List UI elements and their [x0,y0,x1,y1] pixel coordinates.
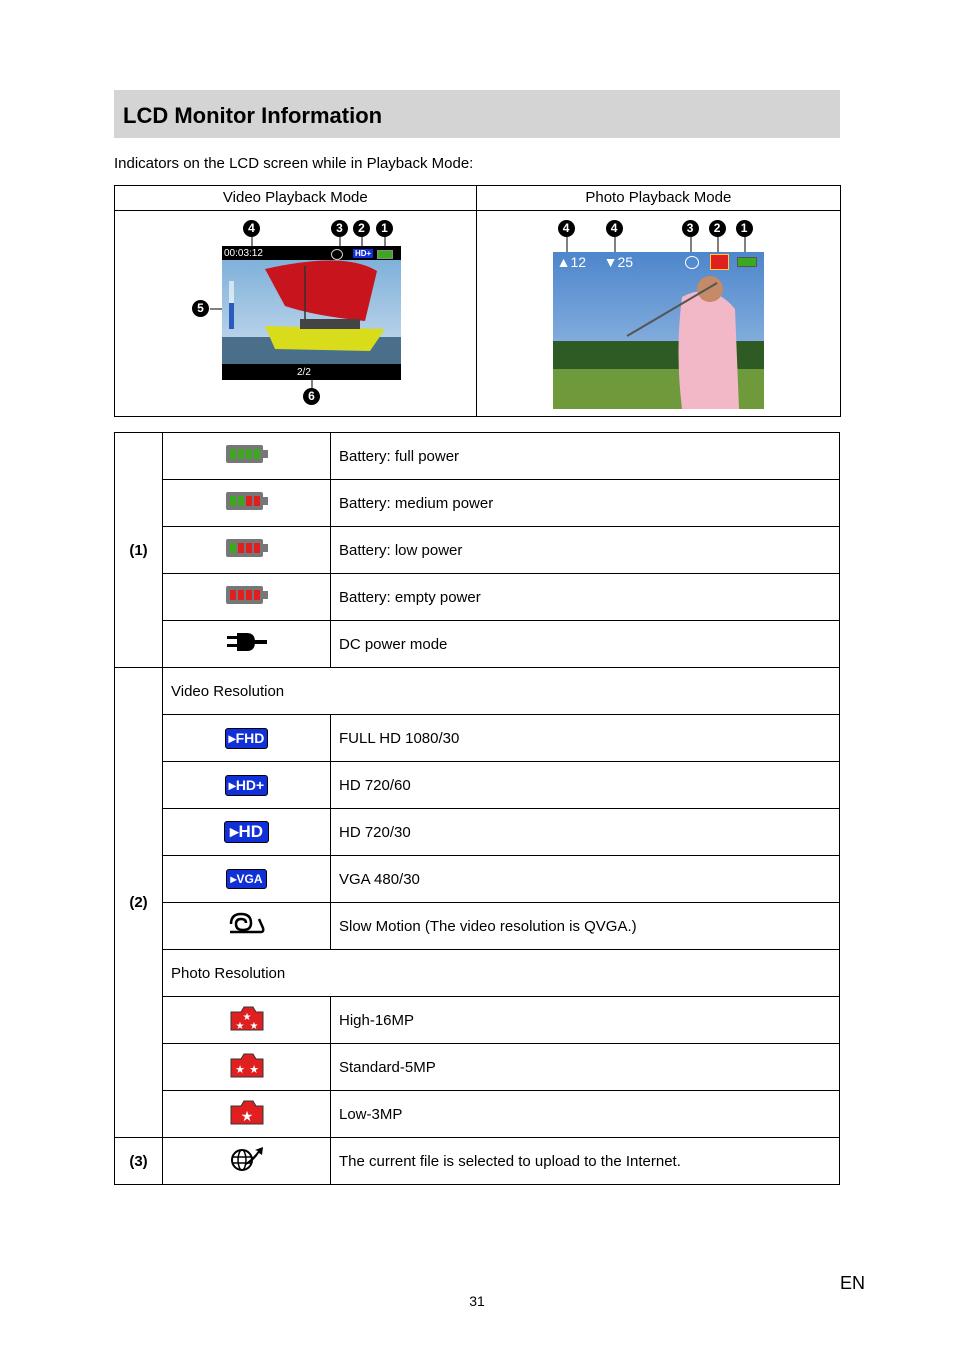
battery-full-icon [737,257,757,267]
page-title: LCD Monitor Information [123,103,383,128]
row-description: VGA 480/30 [331,856,840,903]
table-row [115,950,840,997]
table-row [115,856,840,903]
language-tag: EN [840,1273,866,1293]
svg-text:★: ★ [234,1063,245,1076]
group-label: (1) [115,433,163,668]
table-row [115,997,840,1044]
svg-text:★: ★ [235,1021,244,1032]
battery-full-icon [225,444,269,468]
callout-badge: 2 [709,220,726,237]
table-row [115,1091,840,1138]
row-description: Battery: full power [331,433,840,480]
hd-icon: ▸HD [224,821,269,843]
photo-count-a: ▲12 [556,254,587,270]
row-description: FULL HD 1080/30 [331,715,840,762]
callout-badge: 1 [376,220,393,237]
table-row [115,715,840,762]
video-mode-header: Video Playback Mode [115,186,477,211]
globe-upload-icon [228,1145,266,1177]
vga-icon: ▸VGA [226,869,266,889]
video-res-badge: HD+ [355,249,372,258]
row-description: Battery: medium power [331,480,840,527]
callout-badge: 5 [192,300,209,317]
row-description: Standard-5MP [331,1044,840,1091]
one-star-icon [229,1098,265,1130]
table-row [115,527,840,574]
battery-empty-icon [225,585,269,609]
photo-resolution-heading: Photo Resolution [163,950,840,997]
page-number: 31 [469,1293,485,1309]
callout-badge: 3 [331,220,348,237]
callout-badge: 2 [353,220,370,237]
row-description: High-16MP [331,997,840,1044]
three-star-icon [229,1004,265,1036]
svg-text:★: ★ [249,1021,258,1032]
table-row [115,1044,840,1091]
intro-text: Indicators on the LCD screen while in Playback Mode: [114,155,474,172]
table-row [115,480,840,527]
callout-badge: 4 [243,220,260,237]
callout-badge: 6 [303,388,320,405]
table-row [115,668,840,715]
hd-plus-icon: ▸HD+ [225,775,268,796]
video-screen-image [115,211,477,416]
video-timecode: 00:03:12 [224,248,263,259]
table-row [115,903,840,950]
fhd-icon: ▸FHD [225,728,269,749]
svg-text:★: ★ [242,1012,251,1023]
video-file-counter: 2/2 [297,367,311,378]
battery-low-icon [225,538,269,562]
row-description: HD 720/30 [331,809,840,856]
table-row [115,809,840,856]
playback-modes-table [114,185,841,417]
section-title-bar [114,90,840,138]
row-description: HD 720/60 [331,762,840,809]
row-description: Battery: low power [331,527,840,574]
row-description: Low-3MP [331,1091,840,1138]
battery-full-icon [377,250,393,259]
table-row [115,1138,840,1185]
upload-globe-icon [331,249,343,260]
dc-power-icon [225,631,269,657]
photo-count-b: ▼25 [603,254,634,270]
row-description: Battery: empty power [331,574,840,621]
group-label: (3) [115,1138,163,1185]
photo-mode-header: Photo Playback Mode [476,186,840,211]
svg-text:★: ★ [248,1063,259,1076]
table-row [115,574,840,621]
svg-text:★: ★ [240,1109,253,1125]
indicator-icons-table [114,432,840,1185]
video-playback-preview [115,211,476,416]
row-description: DC power mode [331,621,840,668]
upload-globe-icon [685,256,699,269]
callout-badge: 3 [682,220,699,237]
callout-badge: 1 [736,220,753,237]
row-description: Slow Motion (The video resolution is QVGA.) [331,903,840,950]
photo-playback-preview [477,211,840,416]
row-description: The current file is selected to upload to the Internet. [331,1138,840,1185]
callout-badge: 4 [558,220,575,237]
two-star-icon [229,1051,265,1083]
battery-medium-icon [225,491,269,515]
video-resolution-heading: Video Resolution [163,668,840,715]
three-star-icon [710,254,729,270]
photo-screen-image [477,211,839,416]
table-row [115,621,840,668]
callout-badge: 4 [606,220,623,237]
snail-icon [227,911,267,941]
table-row [115,762,840,809]
table-row [115,433,840,480]
group-label: (2) [115,668,163,1138]
